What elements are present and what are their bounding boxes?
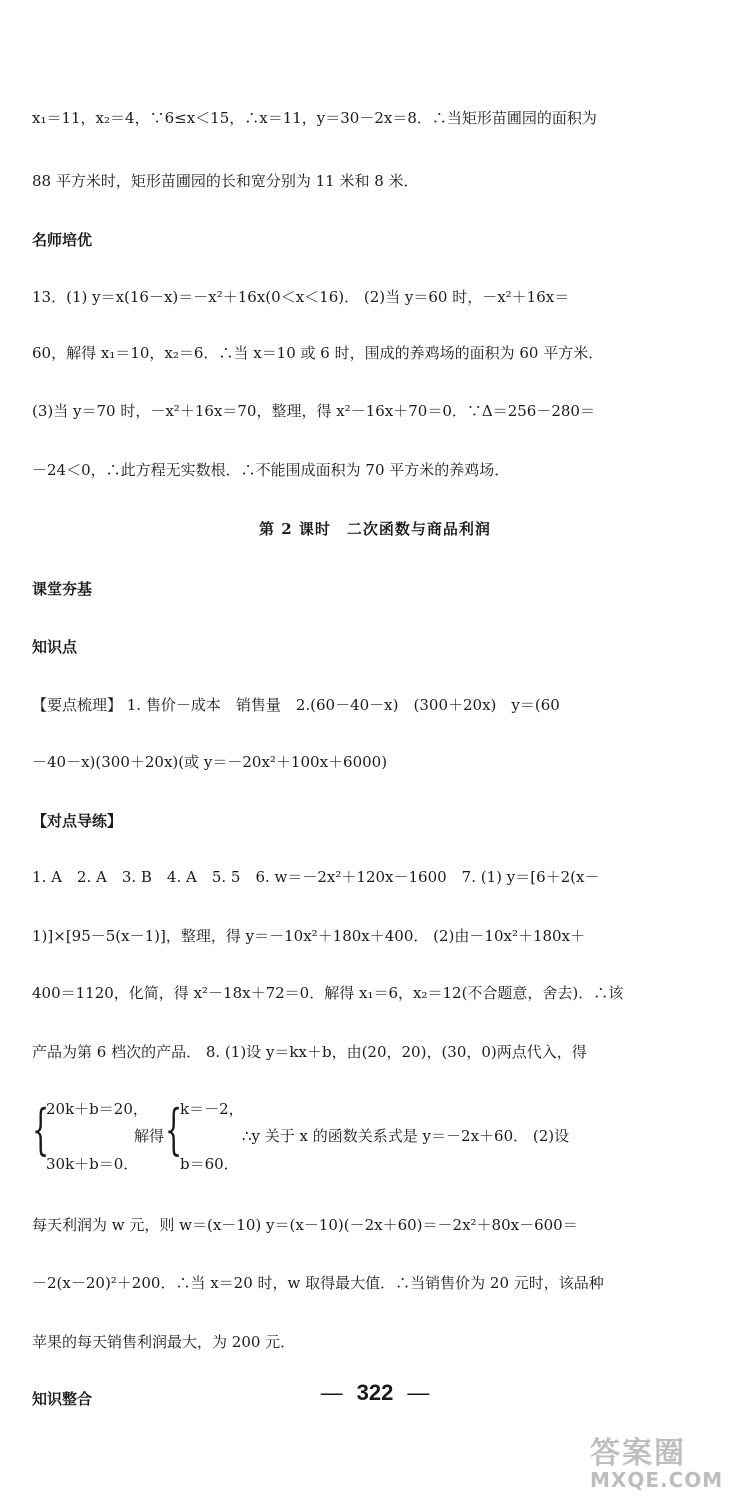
- text-line: 苹果的每天销售利润最大，为 200 元．: [32, 1333, 296, 1351]
- text-line: 【要点梳理】 1. 售价－成本 销售量 2.(60－40－x) (300＋20x) y＝(60: [32, 696, 560, 714]
- text-line: －40－x)(300＋20x)(或 y＝－20x²＋100x＋6000): [32, 753, 388, 771]
- page-number: [0, 1380, 750, 1406]
- text-line: －2(x－20)²＋200．∴当 x＝20 时，w 取得最大值．∴当销售价为 20 元时，该品种: [32, 1274, 604, 1292]
- text-line: 13．(1) y＝x(16－x)＝－x²＋16x(0＜x＜16)． (2)当 y＝60 时，－x²＋16x＝: [32, 288, 570, 306]
- dash: —: [407, 1380, 430, 1405]
- page-number-value: 322: [356, 1380, 394, 1405]
- text-line: 每天利润为 w 元，则 w＝(x－10) y＝(x－10)(－2x＋60)＝－2x²＋80x－600＝: [32, 1216, 578, 1234]
- watermark-url: MXQE.COM: [590, 1468, 724, 1492]
- text-line: 60，解得 x₁＝10，x₂＝6．∴当 x＝10 或 6 时，围成的养鸡场的面积为 60 平方米．: [32, 344, 604, 362]
- text-label: 解得: [134, 1127, 165, 1145]
- text-line: (3)当 y＝70 时，－x²＋16x＝70，整理，得 x²－16x＋70＝0．∵Δ＝256－280＝: [32, 402, 595, 420]
- equation: b＝60．: [180, 1155, 239, 1173]
- text-line: 1. A 2. A 3. B 4. A 5. 5 6. w＝－2x²＋120x－1600 7. (1) y＝[6＋2(x－: [32, 868, 600, 886]
- equation: 20k＋b＝20，: [46, 1100, 148, 1118]
- section-heading: 名师培优: [32, 231, 93, 249]
- equation: k＝－2，: [180, 1100, 244, 1118]
- left-brace: {: [165, 1098, 183, 1161]
- text-line: －24＜0，∴此方程无实数根．∴不能围成面积为 70 平方米的养鸡场．: [32, 461, 510, 479]
- watermark-logo: [590, 1428, 745, 1494]
- text-line: 88 平方米时，矩形苗圃园的长和宽分别为 11 米和 8 米．: [32, 172, 419, 190]
- left-brace: {: [32, 1098, 50, 1161]
- text-line: 1)]×[95－5(x－1)]，整理，得 y＝－10x²＋180x＋400． (2)由－10x²＋180x＋: [32, 927, 586, 945]
- section-heading: 知识整合: [32, 1390, 93, 1408]
- section-heading: 课堂夯基: [32, 580, 93, 598]
- equation: 30k＋b＝0．: [46, 1155, 139, 1173]
- section-heading: 【对点导练】: [32, 812, 123, 830]
- lesson-subtitle: 第 2 课时 二次函数与商品利润: [259, 520, 491, 538]
- text-line: 400＝1120，化简，得 x²－18x＋72＝0．解得 x₁＝6，x₂＝12(不合题意，舍去)．∴该: [32, 984, 624, 1002]
- section-heading: 知识点: [32, 638, 78, 656]
- watermark-text: 答案圈: [590, 1436, 686, 1471]
- text-line: ∴y 关于 x 的函数关系式是 y＝－2x＋60． (2)设: [242, 1127, 570, 1145]
- text-line: 产品为第 6 档次的产品． 8. (1)设 y＝kx＋b，由(20，20)，(30，0)两点代入，得: [32, 1043, 587, 1061]
- text-line: x₁＝11，x₂＝4，∵6≤x＜15，∴x＝11，y＝30－2x＝8．∴当矩形苗圃园的面积为: [32, 109, 597, 127]
- dash: —: [320, 1380, 343, 1405]
